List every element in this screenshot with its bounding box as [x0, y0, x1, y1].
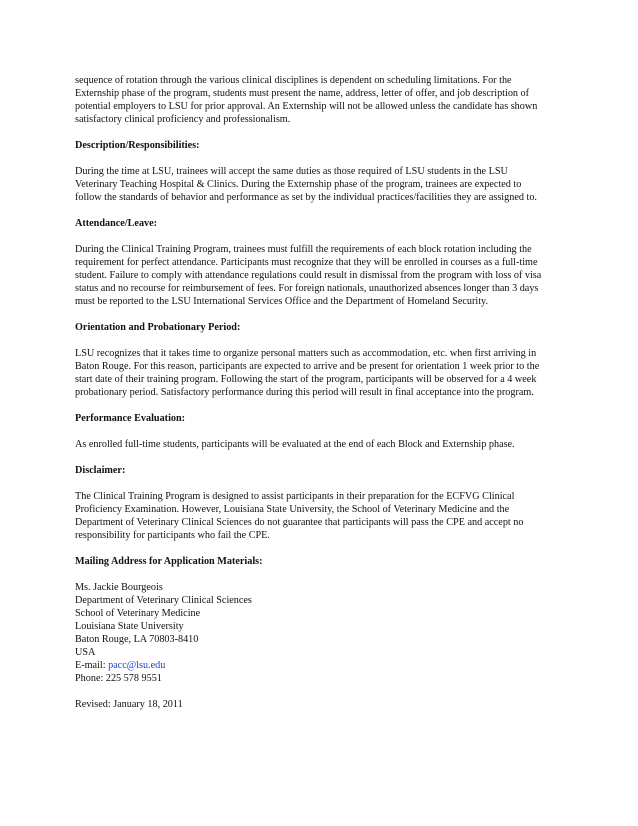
section-heading-mailing-address: Mailing Address for Application Materials:: [75, 556, 263, 567]
intro-line-4: satisfactory clinical proficiency and professionalism.: [75, 114, 291, 125]
disclaimer-line-2: Proficiency Examination. However, Louisiana State University, the School of Veterinary Medicine and the: [75, 504, 510, 515]
section-heading-orientation: Orientation and Probationary Period:: [75, 322, 241, 333]
section-body-description: [75, 165, 560, 204]
section-heading-disclaimer: Disclaimer:: [75, 465, 126, 476]
disclaimer-line-4: responsibility for participants who fail the CPE.: [75, 530, 270, 541]
orientation-line-1: LSU recognizes that it takes time to organize personal matters such as accommodation, etc. when first arriving in: [75, 348, 537, 359]
disclaimer-line-3: Department of Veterinary Clinical Sciences do not guarantee that participants will pass the CPE and accept no: [75, 517, 524, 528]
description-line-2: Veterinary Teaching Hospital & Clinics. During the Externship phase of the program, trainees are expected to: [75, 179, 522, 190]
disclaimer-line-1: The Clinical Training Program is designed to assist participants in their preparation for the ECFVG Clinical: [75, 491, 515, 502]
attendance-line-5: must be reported to the LSU International Services Office and the Department of Homeland Security.: [75, 296, 489, 307]
section-body-attendance: [75, 243, 560, 308]
contact-city-line: Baton Rouge, LA 70803-8410: [75, 634, 199, 645]
orientation-line-3: start date of their training program. Following the start of the program, participants will be observed for a 4 week: [75, 374, 537, 385]
attendance-line-3: student. Failure to comply with attendance regulations could result in dismissal from the program with loss of visa: [75, 270, 542, 281]
orientation-line-4: probationary period. Satisfactory performance during this period will result in final acceptance into the program.: [75, 387, 534, 398]
contact-phone: Phone: 225 578 9551: [75, 673, 162, 684]
performance-line-1: As enrolled full-time students, participants will be evaluated at the end of each Block and Externship phase.: [75, 439, 515, 450]
section-heading-attendance: Attendance/Leave:: [75, 218, 158, 229]
intro-line-3: potential employers to LSU for prior approval. An Externship will not be allowed unless the candidate has shown: [75, 101, 538, 112]
description-line-3: follow the standards of behavior and performance as set by the individual practices/facilities they are assigned to.: [75, 192, 537, 203]
attendance-line-1: During the Clinical Training Program, trainees must fulfill the requirements of each block rotation including the: [75, 244, 532, 255]
mailing-address-block: [75, 581, 560, 685]
attendance-line-4: status and no recourse for reimbursement of fees. For foreign nationals, unauthorized absences longer than 3 days: [75, 283, 539, 294]
revised-date: Revised: January 18, 2011: [75, 699, 183, 710]
section-body-orientation: [75, 347, 560, 399]
section-body-disclaimer: [75, 490, 560, 542]
contact-country: USA: [75, 647, 96, 658]
contact-name: Ms. Jackie Bourgeois: [75, 582, 163, 593]
attendance-line-2: requirement for perfect attendance. Participants must recognize that they will be enrolled in courses as a full-time: [75, 257, 538, 268]
intro-paragraph: [75, 74, 560, 126]
contact-school: School of Veterinary Medicine: [75, 608, 201, 619]
section-body-performance: [75, 438, 560, 451]
section-heading-description: Description/Responsibilities:: [75, 140, 200, 151]
orientation-line-2: Baton Rouge. For this reason, participants are expected to arrive and be present for orientation 1 week prior to the: [75, 361, 540, 372]
intro-line-2: Externship phase of the program, students must present the name, address, letter of offer, and job description of: [75, 88, 530, 99]
description-line-1: During the time at LSU, trainees will accept the same duties as those required of LSU students in the LSU: [75, 166, 508, 177]
contact-department: Department of Veterinary Clinical Sciences: [75, 595, 252, 606]
intro-line-1: sequence of rotation through the various clinical disciplines is dependent on scheduling limitations. For the: [75, 75, 512, 86]
email-link[interactable]: pacc@lsu.edu: [108, 660, 166, 671]
section-heading-performance: Performance Evaluation:: [75, 413, 186, 424]
contact-university: Louisiana State University: [75, 621, 184, 632]
contact-email-row: [75, 659, 560, 672]
document-page: [75, 74, 560, 724]
email-label: E-mail:: [75, 660, 109, 671]
